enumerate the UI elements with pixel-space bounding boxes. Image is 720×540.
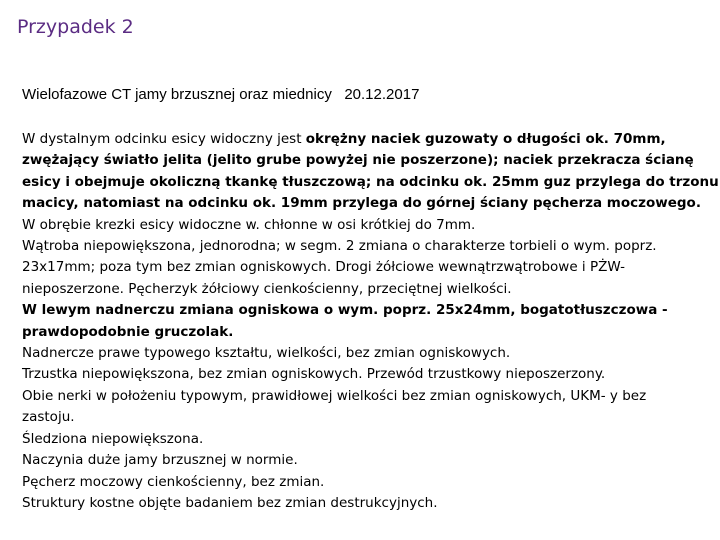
report-segment-bold: macicy, natomiast na odcinku ok. 19mm przylega do górnej ściany pęcherza moczowego. [22,195,701,212]
report-segment: Struktury kostne objęte badaniem bez zmian destrukcyjnych. [22,494,438,511]
report-segment: W dystalnym odcinku esicy widoczny jest [22,131,306,147]
report-line [22,450,712,471]
report-segment-bold: okrężny naciek guzowaty o długości ok. 70mm, [305,131,666,147]
report-segment: Trzustka niepowiększona, bez zmian ogniskowych. Przewód trzustkowy nieposzerzony. [22,366,606,383]
report-line [22,279,712,300]
report-segment-bold: esicy i obejmuje okoliczną tkankę tłuszczową; na odcinku ok. 25mm guz przylega do trzonu [22,173,719,190]
report-line [22,236,712,257]
report-segment-bold: zwężający światło jelita (jelito grube powyżej nie poszerzone); naciek przekracza ścianę [22,152,694,169]
report-segment: Śledziona niepowiększona. [22,430,204,447]
report-line [22,322,712,343]
report-line [22,300,712,321]
report-line [22,215,712,236]
report-segment: 23x17mm; poza tym bez zmian ogniskowych. Drogi żółciowe wewnątrzwątrobowe i PŻW- [22,259,626,276]
report-line [22,172,719,193]
report-line [22,364,712,385]
report-segment: W obrębie krezki esicy widoczne w. chłonne w osi krótkiej do 7mm. [22,216,476,233]
exam-subtitle: Wielofazowe CT jamy brzusznej oraz miednicy 20.12.2017 [22,86,420,103]
report-segment: nieposzerzone. Pęcherzyk żółciowy cienkościenny, przeciętnej wielkości. [22,280,512,297]
report-line [22,193,712,214]
report-segment: Obie nerki w położeniu typowym, prawidłowej wielkości bez zmian ogniskowych, UKM- y bez [22,387,647,404]
report-line [22,472,712,493]
report-line [22,257,712,278]
report-line [22,407,712,428]
report-line [22,129,712,150]
report-line [22,343,712,364]
report-segment-bold: W lewym nadnerczu zmiana ogniskowa o wym. poprz. 25x24mm, bogatotłuszczowa - [22,302,668,319]
report-line [22,386,712,407]
report-segment: Wątroba niepowiększona, jednorodna; w segm. 2 zmiana o charakterze torbieli o wym. poprz. [22,238,657,255]
report-segment: Naczynia duże jamy brzusznej w normie. [22,452,298,469]
report-segment: zastoju. [22,409,75,426]
report-segment: Pęcherz moczowy cienkościenny, bez zmian. [22,473,325,490]
report-line [22,150,712,171]
report-line [22,429,712,450]
report-line [22,493,712,514]
report-segment-bold: prawdopodobnie gruczolak. [22,323,234,340]
report-segment: Nadnercze prawe typowego kształtu, wielkości, bez zmian ogniskowych. [22,345,511,362]
report-text [22,129,719,514]
slide-title: Przypadek 2 [17,16,134,38]
